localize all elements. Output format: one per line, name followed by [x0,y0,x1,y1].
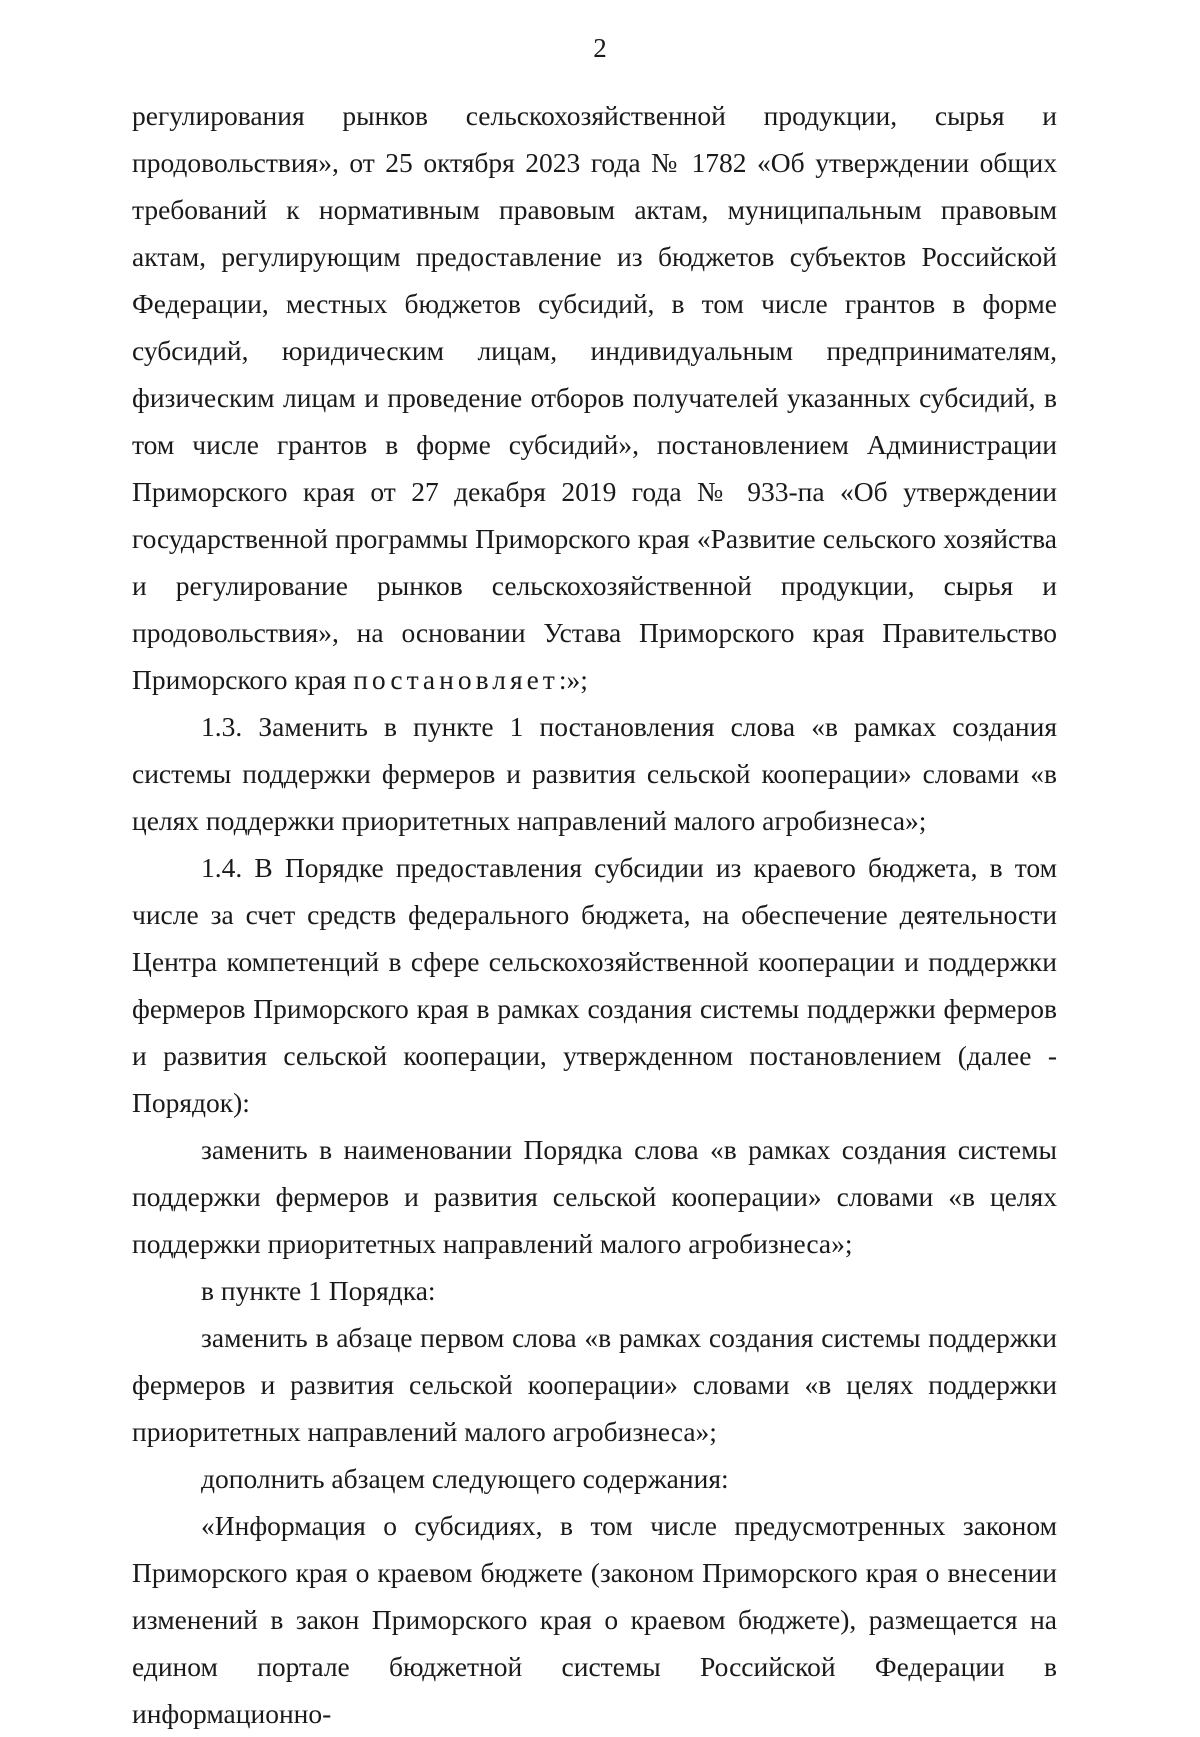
paragraph-item-1-3: 1.3. Заменить в пункте 1 постановления слова «в рамках создания системы поддержки фермеров и развития сельской кооперации» словами «в целях поддержки приоритетных направлений малого агробизнеса»; [132,711,1057,836]
paragraph-add-clause: дополнить абзацем следующего содержания: [201,1463,729,1494]
spaced-resolution-word: постановляет [353,664,559,695]
paragraph-point-1-heading: в пункте 1 Порядка: [201,1275,436,1306]
paragraph-text-tail: :»; [558,664,588,695]
paragraph-text: регулирования рынков сельскохозяйственной продукции, сырья и продовольствия», от 25 октября 2023 года № 1782 «Об утверждении общих требований к нормативным правовым актам, муниципальным правовым актам, регулирующим предоставление из бюджетов субъектов Российской Федерации, местных бюджетов субсидий, в том числе грантов в форме субсидий, юридическим лицам, индивидуальным предпринимателям, физическим лицам и проведение отборов получателей указанных субсидий, в том числе грантов в форме субсидий», постановлением Администрации Приморского края от 27 декабря 2019 года № 933-па «Об утверждении государственной программы Приморского края «Развитие сельского хозяйства и регулирование рынков сельскохозяйственной продукции, сырья и продовольствия», на основании Устава Приморского края Правительство Приморского края [132,100,1057,695]
paragraph-item-1-4: 1.4. В Порядке предоставления субсидии из краевого бюджета, в том числе за счет средств федерального бюджета, на обеспечение деятельности Центра компетенций в сфере сельскохозяйственной кооперации и поддержки фермеров Приморского края в рамках создания системы поддержки фермеров и развития сельской кооперации, утвержденном постановлением (далее - Порядок): [132,852,1057,1118]
page-number: 2 [593,33,607,63]
paragraph-rename-title: заменить в наименовании Порядка слова «в рамках создания системы поддержки фермеров и развития сельской кооперации» словами «в целях поддержки приоритетных направлений малого агробизнеса»; [132,1134,1057,1259]
paragraph-preamble-continuation [132,92,1057,703]
paragraph-first-clause-replace: заменить в абзаце первом слова «в рамках создания системы поддержки фермеров и развития сельской кооперации» словами «в целях поддержки приоритетных направлений малого агробизнеса»; [132,1322,1057,1447]
document-body [132,92,1057,1737]
paragraph-subsidy-information: «Информация о субсидиях, в том числе предусмотренных законом Приморского края о краевом бюджете (законом Приморского края о внесении изменений в закон Приморского края о краевом бюджете), размещается на едином портале бюджетной системы Российской Федерации в информационно- [132,1510,1057,1729]
